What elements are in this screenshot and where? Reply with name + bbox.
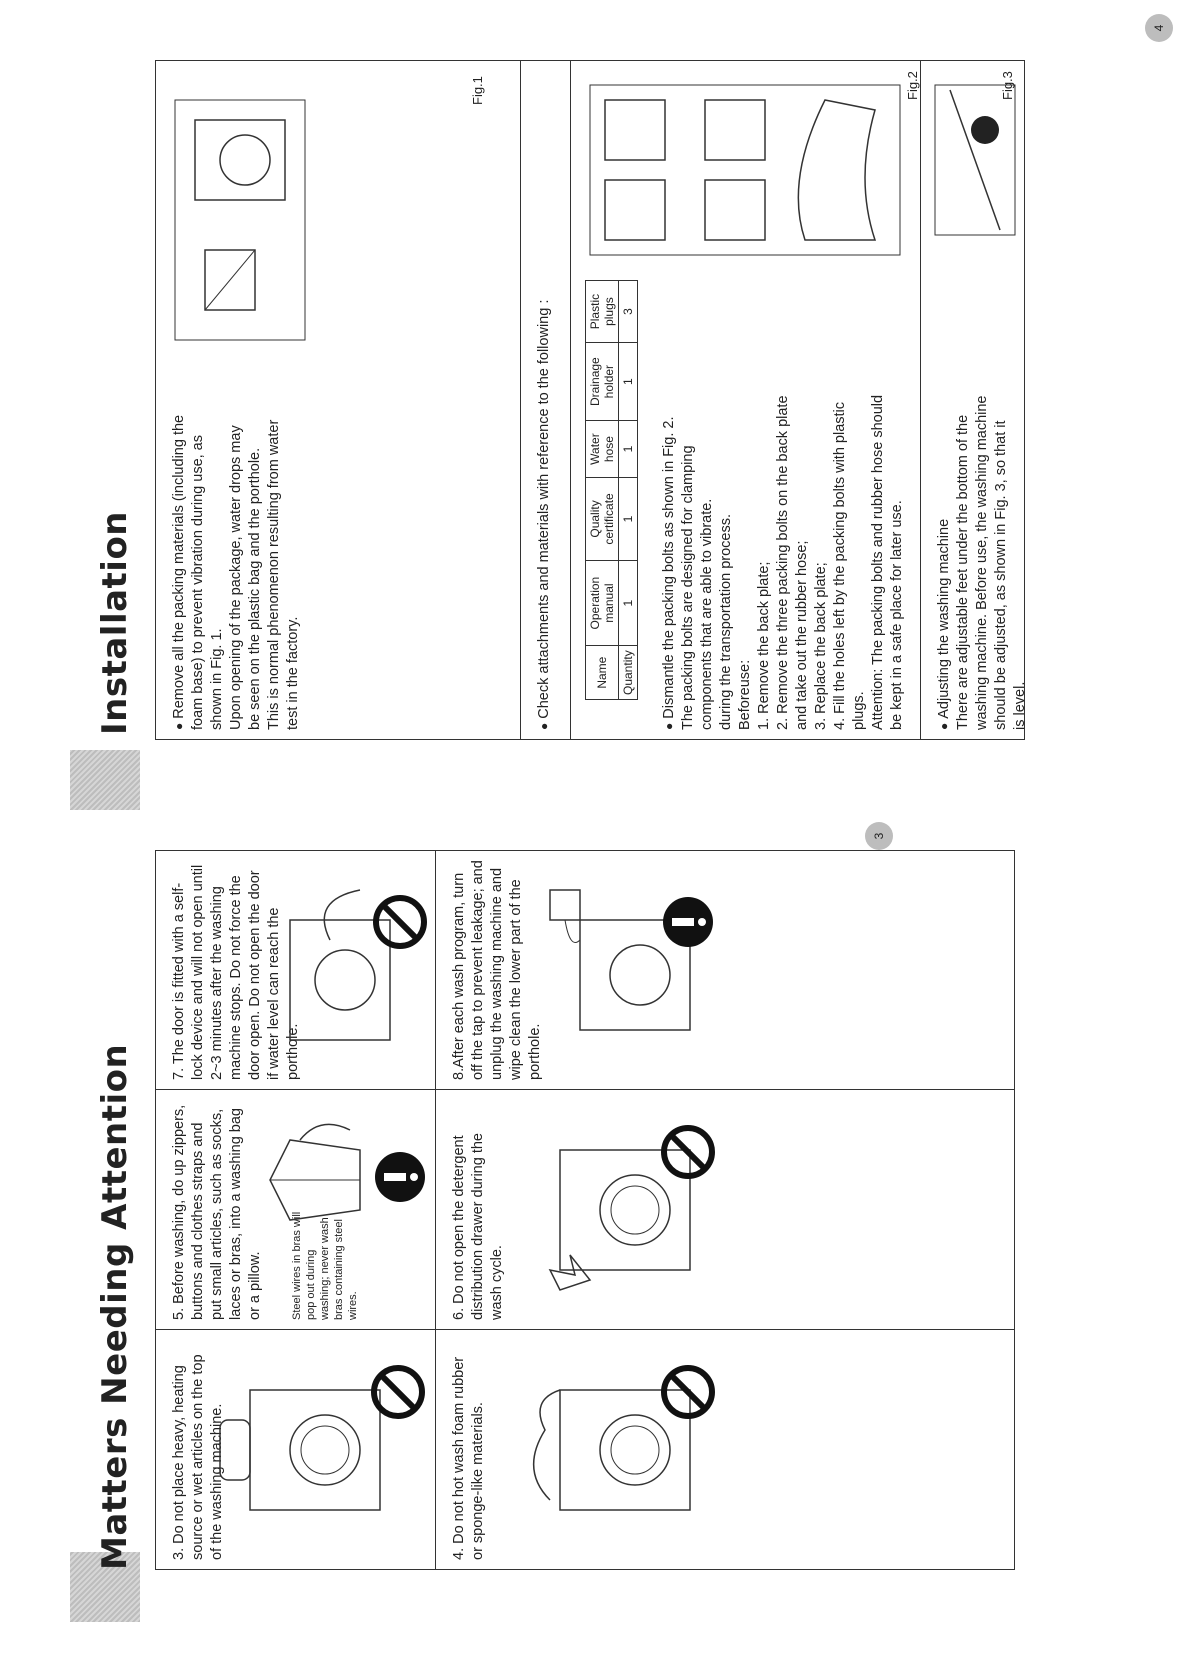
grid-divider [155,1089,1015,1090]
table-cell: 1 [619,343,638,421]
section-divider [520,60,521,740]
fig1-label: Fig.1 [470,76,485,105]
attention-note-5: Steel wires in bras will pop out during washing; never wash bras containing steel wires. [291,1211,359,1320]
fig3-label: Fig.3 [1000,71,1015,100]
table-row [586,281,619,700]
table-header: Name [586,646,619,700]
table-row [619,281,638,700]
table-cell: 1 [619,478,638,561]
attention-item-8: 8.After each wash program, turn off the tap to prevent leakage; and unplug the washing machine and wipe clean the lower part of the porthole. [451,860,543,1080]
fig2-label: Fig.2 [905,71,920,100]
table-header: Quality certificate [586,478,619,561]
table-cell: Quantity [619,646,638,700]
right-page-number: 4 [1145,14,1173,42]
fig3-illustration [930,80,1020,240]
table-header: Plastic plugs [586,281,619,343]
installation-step-packing-bolts: ● Dismantle the packing bolts as shown in Fig. 2. The packing bolts are designed for clamping components that are able to vibrate. during the transportation process. Beforeuse: 1. Remove the back plate; 2. Remove the three packing bolts on the back plate and take out the rubber hose; 3. Replace the back plate; 4. Fill the holes left by the packing bolts with plastic plugs. Attention: The packing bolts and rubber hose should be kept in a safe place for later use. [660,270,907,730]
attention-item-6: 6. Do not open the detergent distribution drawer during the wash cycle. [451,1133,505,1320]
table-header: Water hose [586,421,619,478]
attachments-table [585,280,638,700]
table-cell: 3 [619,281,638,343]
installation-check-intro: ● Check attachments and materials with reference to the following : [535,90,554,730]
attention-item-7: 7. The door is fitted with a self-lock device and will not open until 2~3 minutes after the washing machine stops. Do not force the door open. Do not open the door if water level can reach the porthole. [171,864,301,1080]
attention-icon [660,894,716,950]
attention-icon [372,1149,428,1205]
section-divider [920,60,921,740]
table-cell: 1 [619,560,638,645]
grey-title-block [70,750,140,810]
prohibited-icon [660,1364,716,1420]
table-cell: 1 [619,421,638,478]
installation-step-remove-packing: ● Remove all the packing materials (including the foam base) to prevent vibration during use, as shown in Fig. 1. Upon opening of the package, water drops may be seen on the plastic bag and the porthole. This is normal phenomenon resulting from water test in the factory. [170,270,303,730]
grid-divider [155,1329,1015,1330]
clothes-illustration [260,1100,390,1240]
attention-item-4: 4. Do not hot wash foam rubber or sponge-like materials. [451,1356,486,1560]
prohibited-icon [370,1364,426,1420]
section-divider [570,60,571,740]
left-page-number: 3 [865,822,893,850]
table-header: Drainage holder [586,343,619,421]
fig2-illustration [585,80,905,260]
left-page-title: Matters Needing Attention [95,1043,135,1570]
attention-item-3: 3. Do not place heavy, heating source or wet articles on the top of the washing machine. [171,1354,225,1560]
installation-step-adjusting: ● Adjusting the washing machine There are adjustable feet under the bottom of the washing machine. Before use, the washing machine should be adjusted, as shown in Fig. 3, so that it is level. [935,260,1030,730]
grid-divider [435,850,436,1570]
fig1-illustration [165,90,315,350]
table-header: Operation manual [586,560,619,645]
prohibited-icon [660,1124,716,1180]
right-page-title: Installation [95,510,135,735]
attention-item-5: 5. Before washing, do up zippers, buttons and clothes straps and put small articles, such as socks, laces or bras, into a washing bag or a pillow. [171,1104,263,1320]
prohibited-icon [372,894,428,950]
